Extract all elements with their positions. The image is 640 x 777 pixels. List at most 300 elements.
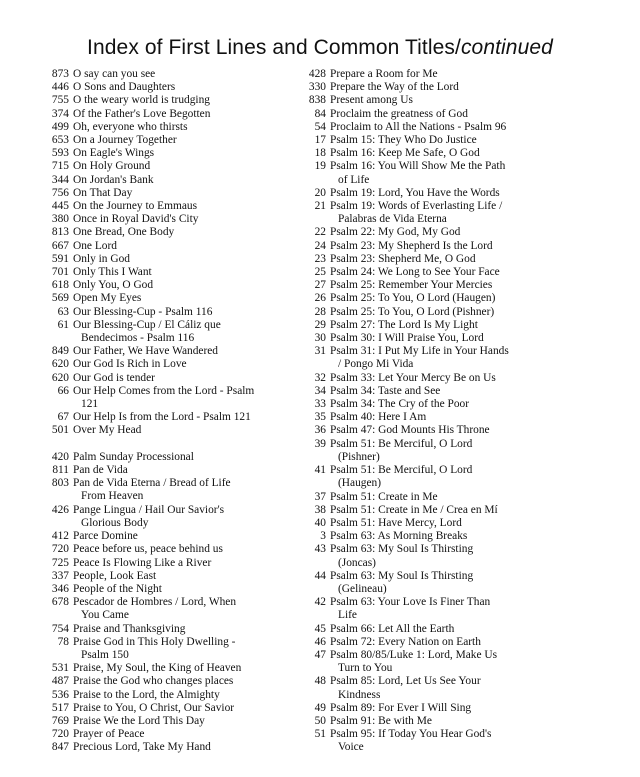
entry-number: 446 <box>51 81 69 94</box>
index-entry <box>300 121 600 134</box>
entry-title-continuation: Voice <box>338 741 364 754</box>
index-entry <box>44 557 310 570</box>
index-entry <box>44 213 310 226</box>
index-entry <box>300 438 600 464</box>
entry-title <box>330 530 600 543</box>
entry-number: 536 <box>51 688 69 701</box>
entry-title-line: Praise and Thanksgiving <box>73 622 186 635</box>
index-entry <box>44 345 310 358</box>
entry-title-line: Our God is tender <box>73 371 155 384</box>
entry-title <box>330 108 600 121</box>
entry-title <box>330 187 600 200</box>
entry-number: 33 <box>314 398 326 411</box>
entry-title <box>73 557 310 570</box>
index-entry <box>300 649 600 675</box>
entry-title-line: Once in Royal David's City <box>73 213 199 226</box>
entry-title <box>73 662 310 675</box>
entry-title-line: Psalm 51: Be Merciful, O Lord <box>330 464 473 477</box>
entry-number: 50 <box>314 714 326 727</box>
entry-number: 756 <box>51 186 69 199</box>
entry-title-line: Psalm 51: Be Merciful, O Lord <box>330 437 473 450</box>
entry-number: 517 <box>51 701 69 714</box>
entry-number: 19 <box>314 160 326 173</box>
entry-title-line: Of the Father's Love Begotten <box>73 107 211 120</box>
entry-title-line: Psalm 95: If Today You Hear God's <box>330 728 492 741</box>
entry-title <box>330 253 600 266</box>
entry-number: 838 <box>308 94 326 107</box>
entry-title-line: Praise to You, O Christ, Our Savior <box>73 701 235 714</box>
entry-title <box>330 504 600 517</box>
entry-number: 344 <box>51 173 69 186</box>
index-entry <box>300 424 600 437</box>
section-gap <box>44 438 310 451</box>
entry-title <box>330 319 600 332</box>
entry-title <box>330 279 600 292</box>
entry-title <box>330 398 600 411</box>
entry-number: 48 <box>314 675 326 688</box>
entry-number: 47 <box>314 648 326 661</box>
entry-title <box>73 68 310 81</box>
index-entry <box>300 398 600 411</box>
entry-title-line: Our Blessing-Cup / El Cáliz que <box>73 318 221 331</box>
entry-title-continuation: Bendecimos - Psalm 116 <box>81 332 195 345</box>
entry-title-line: Praise, My Soul, the King of Heaven <box>73 662 242 675</box>
entry-number: 21 <box>314 200 326 213</box>
entry-title <box>330 345 600 371</box>
entry-number: 43 <box>314 543 326 556</box>
entry-title-line: Praise the God who changes places <box>73 675 234 688</box>
entry-title <box>73 81 310 94</box>
entry-title-line: Psalm 23: My Shepherd Is the Lord <box>330 239 493 252</box>
entry-title-line: Psalm 31: I Put My Life in Your Hands <box>330 345 509 358</box>
index-entry <box>44 292 310 305</box>
entry-number: 66 <box>57 384 69 397</box>
index-entry <box>44 306 310 319</box>
entry-title <box>330 491 600 504</box>
entry-title-continuation: (Joncas) <box>338 556 376 569</box>
entry-number: 445 <box>51 200 69 213</box>
entry-number: 78 <box>57 635 69 648</box>
index-entry <box>44 636 310 662</box>
index-entry <box>300 147 600 160</box>
entry-title-line: Psalm 25: To You, O Lord (Haugen) <box>330 292 496 305</box>
entry-title <box>330 596 600 622</box>
index-entry <box>300 279 600 292</box>
title-continued: continued <box>460 36 553 59</box>
entry-title-line: Psalm 63: My Soul Is Thirsting <box>330 543 474 556</box>
entry-title-line: Psalm 19: Words of Everlasting Life / <box>330 200 503 213</box>
entry-number: 701 <box>51 266 69 279</box>
index-entry <box>300 200 600 226</box>
entry-number: 63 <box>57 305 69 318</box>
entry-number: 426 <box>51 503 69 516</box>
index-entry <box>300 491 600 504</box>
entry-number: 28 <box>314 305 326 318</box>
entry-title-line: Pan de Vida Eterna / Bread of Life <box>73 477 231 490</box>
entry-title <box>73 358 310 371</box>
entry-number: 715 <box>51 160 69 173</box>
entry-title-line: Psalm 51: Have Mercy, Lord <box>330 516 462 529</box>
entry-title-line: One Lord <box>73 239 117 252</box>
index-entry <box>300 411 600 424</box>
entry-title <box>73 213 310 226</box>
entry-number: 26 <box>314 292 326 305</box>
entry-number: 667 <box>51 239 69 252</box>
entry-title-line: On Eagle's Wings <box>73 147 155 160</box>
index-entry <box>300 306 600 319</box>
entry-number: 3 <box>320 530 326 543</box>
entry-title <box>330 306 600 319</box>
entry-number: 803 <box>51 477 69 490</box>
entry-title-continuation: (Pishner) <box>338 450 380 463</box>
index-entry <box>44 530 310 543</box>
entry-title-continuation: Turn to You <box>338 662 393 675</box>
entry-title-line: Psalm 23: Shepherd Me, O God <box>330 252 476 265</box>
entry-title <box>330 266 600 279</box>
entry-title-line: Psalm 16: Keep Me Safe, O God <box>330 147 480 160</box>
entry-title-line: Pange Lingua / Hail Our Savior's <box>73 503 225 516</box>
entry-title <box>73 715 310 728</box>
index-entry <box>300 81 600 94</box>
entry-title-line: People of the Night <box>73 582 162 595</box>
entry-number: 412 <box>51 530 69 543</box>
entry-number: 22 <box>314 226 326 239</box>
entry-title <box>73 147 310 160</box>
index-entry <box>44 702 310 715</box>
entry-title-continuation: of Life <box>338 173 370 186</box>
entry-title-line: Psalm 89: For Ever I Will Sing <box>330 701 472 714</box>
entry-title <box>73 279 310 292</box>
entry-title-continuation: 121 <box>81 398 99 411</box>
entry-title-line: Psalm 15: They Who Do Justice <box>330 134 477 147</box>
entry-title <box>73 741 310 754</box>
entry-title-line: Psalm 34: The Cry of the Poor <box>330 398 470 411</box>
index-entry <box>44 94 310 107</box>
entry-title-continuation: (Haugen) <box>338 477 382 490</box>
entry-title <box>330 623 600 636</box>
entry-title-line: O the weary world is trudging <box>73 94 210 107</box>
index-entry <box>44 121 310 134</box>
entry-title <box>73 292 310 305</box>
index-entry <box>44 596 310 622</box>
index-entry <box>300 517 600 530</box>
entry-title-line: Proclaim to All the Nations - Psalm 96 <box>330 120 507 133</box>
entry-number: 653 <box>51 134 69 147</box>
entry-title <box>73 477 310 503</box>
entry-number: 720 <box>51 543 69 556</box>
index-entry <box>300 345 600 371</box>
entry-title <box>73 266 310 279</box>
entry-title-line: Prayer of Peace <box>73 728 145 741</box>
entry-number: 61 <box>57 318 69 331</box>
entry-title-line: Psalm 25: To You, O Lord (Pishner) <box>330 305 495 318</box>
entry-number: 34 <box>314 384 326 397</box>
entry-number: 25 <box>314 266 326 279</box>
entry-title-continuation: Kindness <box>338 688 381 701</box>
entry-number: 24 <box>314 239 326 252</box>
index-entry <box>300 596 600 622</box>
entry-title <box>73 94 310 107</box>
entry-title <box>73 240 310 253</box>
index-entry <box>44 715 310 728</box>
entry-title-line: Only in God <box>73 252 130 265</box>
entry-title-line: Palm Sunday Processional <box>73 450 194 463</box>
index-entry <box>300 715 600 728</box>
index-entry <box>44 187 310 200</box>
index-entry <box>300 675 600 701</box>
entry-title <box>330 292 600 305</box>
entry-title-line: Psalm 85: Lord, Let Us See Your <box>330 675 481 688</box>
index-entry <box>300 108 600 121</box>
entry-title-line: Our Blessing-Cup - Psalm 116 <box>73 305 213 318</box>
entry-number: 23 <box>314 252 326 265</box>
index-entry <box>300 253 600 266</box>
index-entry <box>300 240 600 253</box>
entry-title <box>73 121 310 134</box>
entry-title-continuation: You Came <box>81 609 129 622</box>
entry-number: 67 <box>57 411 69 424</box>
entry-title-line: Psalm 19: Lord, You Have the Words <box>330 186 500 199</box>
entry-number: 499 <box>51 120 69 133</box>
index-entry <box>44 464 310 477</box>
entry-title <box>330 464 600 490</box>
entry-number: 41 <box>314 464 326 477</box>
index-entry <box>300 226 600 239</box>
entry-number: 720 <box>51 728 69 741</box>
entry-title-line: Open My Eyes <box>73 292 142 305</box>
entry-title <box>73 689 310 702</box>
index-entry <box>300 134 600 147</box>
entry-title-line: Psalm 34: Taste and See <box>330 384 441 397</box>
entry-title-line: Prepare the Way of the Lord <box>330 81 459 94</box>
entry-title <box>73 570 310 583</box>
entry-number: 44 <box>314 569 326 582</box>
index-column-right <box>300 68 600 755</box>
entry-title <box>330 411 600 424</box>
index-entry <box>44 358 310 371</box>
entry-number: 330 <box>308 81 326 94</box>
entry-number: 849 <box>51 345 69 358</box>
entry-title <box>330 675 600 701</box>
entry-number: 20 <box>314 186 326 199</box>
entry-title-line: Oh, everyone who thirsts <box>73 120 188 133</box>
index-entry <box>300 728 600 754</box>
index-entry <box>300 160 600 186</box>
entry-title-line: Only You, O God <box>73 279 154 292</box>
entry-title <box>73 372 310 385</box>
entry-number: 32 <box>314 371 326 384</box>
index-entry <box>44 411 310 424</box>
index-entry <box>300 319 600 332</box>
entry-title <box>73 253 310 266</box>
index-entry <box>300 702 600 715</box>
entry-title <box>73 675 310 688</box>
entry-title-line: Proclaim the greatness of God <box>330 107 468 120</box>
entry-number: 531 <box>51 662 69 675</box>
index-entry <box>44 160 310 173</box>
index-entry <box>44 253 310 266</box>
entry-title <box>330 636 600 649</box>
index-entry <box>44 728 310 741</box>
entry-number: 29 <box>314 318 326 331</box>
entry-title <box>73 226 310 239</box>
entry-title <box>73 530 310 543</box>
entry-number: 569 <box>51 292 69 305</box>
entry-title-line: Pan de Vida <box>73 464 128 477</box>
entry-number: 487 <box>51 675 69 688</box>
entry-number: 49 <box>314 701 326 714</box>
entry-title <box>73 543 310 556</box>
index-entry <box>300 530 600 543</box>
entry-number: 27 <box>314 279 326 292</box>
entry-number: 725 <box>51 556 69 569</box>
entry-title <box>330 147 600 160</box>
entry-number: 769 <box>51 714 69 727</box>
index-entry <box>300 504 600 517</box>
entry-title <box>73 306 310 319</box>
entry-number: 593 <box>51 147 69 160</box>
entry-title <box>330 332 600 345</box>
entry-title <box>330 68 600 81</box>
index-entry <box>44 477 310 503</box>
index-entry <box>44 319 310 345</box>
entry-title-line: Psalm 51: Create in Me / Crea en Mí <box>330 503 498 516</box>
entry-number: 813 <box>51 226 69 239</box>
entry-title <box>330 385 600 398</box>
entry-title <box>73 504 310 530</box>
entry-title <box>330 702 600 715</box>
entry-title-line: Psalm 72: Every Nation on Earth <box>330 635 481 648</box>
entry-title-line: Psalm 80/85/Luke 1: Lord, Make Us <box>330 648 498 661</box>
index-entry <box>44 451 310 464</box>
entry-number: 755 <box>51 94 69 107</box>
index-entry <box>44 68 310 81</box>
index-entry <box>44 81 310 94</box>
entry-title <box>330 226 600 239</box>
entry-number: 18 <box>314 147 326 160</box>
entry-title-line: Psalm 63: Your Love Is Finer Than <box>330 596 491 609</box>
index-entry <box>44 147 310 160</box>
entry-title-line: On Jordan's Bank <box>73 173 154 186</box>
entry-title-line: Psalm 25: Remember Your Mercies <box>330 279 493 292</box>
entry-title-line: Praise God in This Holy Dwelling - <box>73 635 236 648</box>
entry-title <box>73 728 310 741</box>
entry-title-line: Psalm 33: Let Your Mercy Be on Us <box>330 371 496 384</box>
entry-title-continuation: / Pongo Mi Vida <box>338 358 414 371</box>
entry-title <box>330 517 600 530</box>
entry-title-line: Over My Head <box>73 424 142 437</box>
entry-title <box>73 200 310 213</box>
entry-number: 46 <box>314 635 326 648</box>
entry-title <box>73 583 310 596</box>
entry-number: 847 <box>51 741 69 754</box>
entry-number: 678 <box>51 596 69 609</box>
entry-title-continuation: From Heaven <box>81 490 144 503</box>
index-entry <box>44 372 310 385</box>
entry-number: 380 <box>51 213 69 226</box>
entry-title <box>73 702 310 715</box>
index-entry <box>44 741 310 754</box>
entry-title <box>330 240 600 253</box>
entry-title <box>330 160 600 186</box>
page-title <box>0 36 640 60</box>
entry-title-line: Prepare a Room for Me <box>330 68 438 80</box>
index-entry <box>300 623 600 636</box>
entry-number: 17 <box>314 134 326 147</box>
index-entry <box>44 424 310 437</box>
entry-title <box>330 715 600 728</box>
entry-title <box>73 385 310 411</box>
entry-title-line: Present among Us <box>330 94 413 107</box>
index-entry <box>300 464 600 490</box>
index-entry <box>44 623 310 636</box>
entry-title-line: Psalm 91: Be with Me <box>330 714 432 727</box>
entry-title-line: Parce Domine <box>73 530 138 543</box>
entry-title-line: Pescador de Hombres / Lord, When <box>73 596 237 609</box>
entry-title <box>330 543 600 569</box>
entry-number: 42 <box>314 596 326 609</box>
entry-title-line: Psalm 40: Here I Am <box>330 411 427 424</box>
entry-number: 618 <box>51 279 69 292</box>
index-entry <box>300 385 600 398</box>
entry-title-continuation: Palabras de Vida Eterna <box>338 213 447 226</box>
entry-title <box>73 464 310 477</box>
entry-number: 54 <box>314 120 326 133</box>
entry-title <box>73 108 310 121</box>
entry-title <box>73 424 310 437</box>
entry-title <box>73 134 310 147</box>
index-entry <box>44 240 310 253</box>
entry-number: 873 <box>51 68 69 80</box>
index-entry <box>44 200 310 213</box>
index-entry <box>44 266 310 279</box>
index-entry <box>44 570 310 583</box>
entry-number: 31 <box>314 345 326 358</box>
entry-number: 620 <box>51 371 69 384</box>
entry-title <box>73 451 310 464</box>
entry-title <box>330 121 600 134</box>
index-entry <box>44 689 310 702</box>
entry-title <box>330 728 600 754</box>
entry-title <box>73 636 310 662</box>
entry-number: 346 <box>51 582 69 595</box>
index-entry <box>44 583 310 596</box>
index-column-left <box>44 68 310 755</box>
index-entry <box>44 226 310 239</box>
entry-title <box>330 94 600 107</box>
entry-number: 37 <box>314 490 326 503</box>
entry-title-line: Peace Is Flowing Like a River <box>73 556 212 569</box>
index-entry <box>300 332 600 345</box>
entry-title-line: Our Father, We Have Wandered <box>73 345 218 358</box>
entry-title-line: Psalm 66: Let All the Earth <box>330 622 455 635</box>
index-entry <box>300 187 600 200</box>
entry-title-line: Psalm 27: The Lord Is My Light <box>330 318 478 331</box>
entry-title <box>330 570 600 596</box>
index-entry <box>300 292 600 305</box>
entry-title-line: O Sons and Daughters <box>73 81 176 94</box>
entry-title <box>73 411 310 424</box>
entry-title-line: Psalm 51: Create in Me <box>330 490 438 503</box>
index-entry <box>44 134 310 147</box>
entry-title <box>330 438 600 464</box>
index-entry <box>300 266 600 279</box>
entry-title <box>73 319 310 345</box>
entry-title <box>73 623 310 636</box>
entry-number: 374 <box>51 107 69 120</box>
entry-number: 39 <box>314 437 326 450</box>
entry-title <box>330 424 600 437</box>
